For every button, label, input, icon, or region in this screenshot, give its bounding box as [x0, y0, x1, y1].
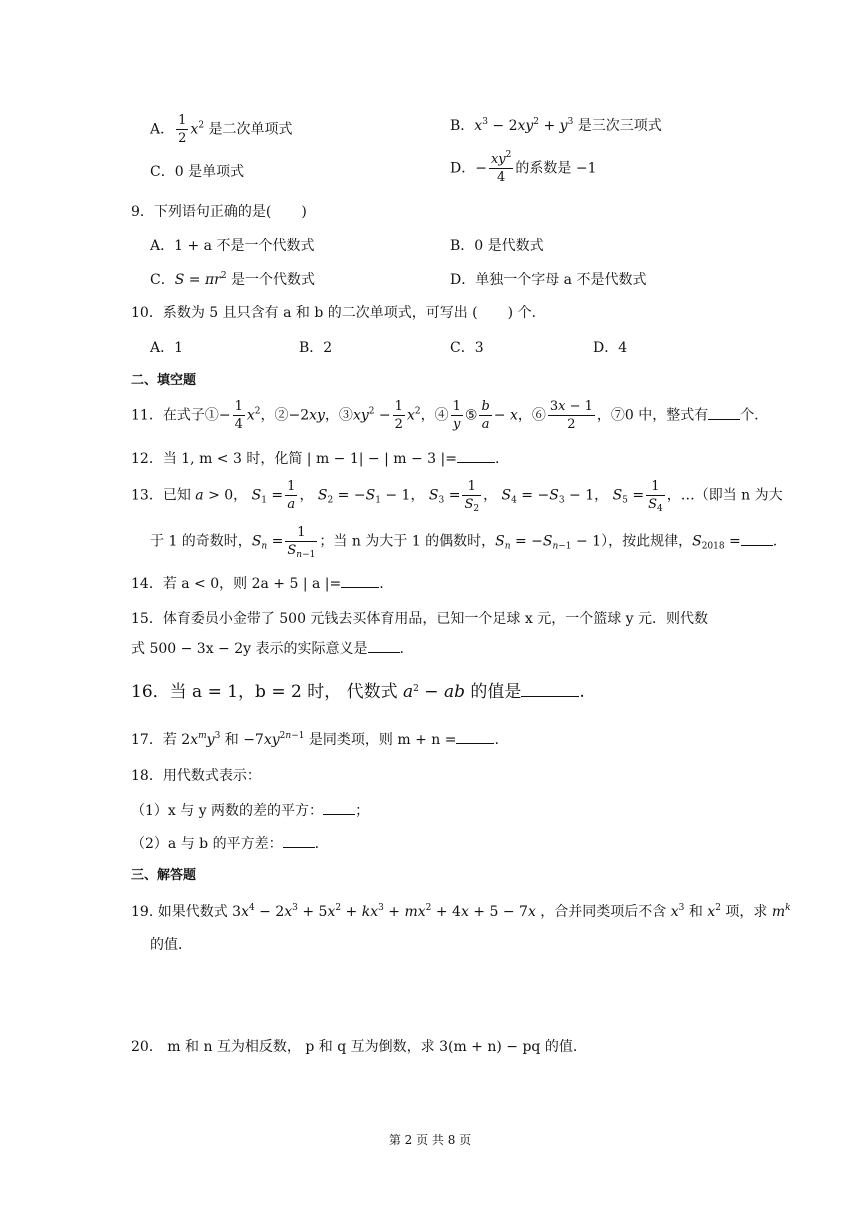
q14: 14．若 a < 0，则 2a + 5 | a |= .	[131, 576, 384, 592]
q15-line2: 式 500 − 3x − 2y 表示的实际意义是 .	[131, 641, 404, 657]
q15-line1: 15．体育委员小金带了 500 元钱去买体育用品，已知一个足球 x 元，一个篮球 y 元．则代数	[131, 611, 709, 627]
q9-option-c: C．$S = \pi r^2$ 是一个代数式	[150, 271, 316, 288]
q10-option-a: A．1	[150, 340, 184, 356]
section-heading-fill-in: 二、填空题	[131, 373, 197, 388]
q9-option-b: B．0 是代数式	[450, 238, 544, 254]
q17: 17．若 $2x^my^3$ 和 $-7xy^{2n-1}$ 是同类项，则 m + n = .	[131, 731, 499, 748]
q9-stem: 9．下列语句正确的是( )	[131, 204, 307, 220]
q8-option-d: D．− $\frac{xy^2}{4}$ 的系数是 −1	[450, 150, 597, 185]
q9-option-a: A．1 + a 不是一个代数式	[150, 238, 315, 254]
q13-line1: 13．已知 a > 0， $S_1$ = $\frac{1}{a}$ ， $S_2 = -S_1 - 1$， $S_3$ = $\frac{1}{S_2}$ ， $S_4 = -S_3 - 1$， $S_5$ = $\frac{1}{S_4}$ ，…（即当 n 为大	[131, 479, 783, 514]
q19-line2: 的值．	[150, 937, 192, 953]
q9-option-d: D．单独一个字母 a 不是代数式	[450, 272, 647, 288]
section-heading-answer: 三、解答题	[131, 868, 197, 883]
q12: 12．当 1, m < 3 时，化简 | m − 1| − | m − 3 |= .	[131, 451, 500, 467]
q18-sub1: （1）x 与 y 两数的差的平方： ；	[131, 803, 370, 819]
q18-sub2: （2）a 与 b 的平方差： .	[131, 836, 320, 852]
q19-line1: 19. 如果代数式 $3x^4 - 2x^3 + 5x^2 + kx^3 + mx^2 + 4x + 5 - 7x$ ，合并同类项后不含 $x^3$ 和 $x^2$ 项，求 $m^k$	[131, 903, 791, 920]
q13-line2: 于 1 的奇数时，$S_n$ = $\frac{1}{S_{n-1}}$ ；当 n 为大于 1 的偶数时，$S_n = -S_{n-1} - 1$），按此规律，$S_{2018}$ = .	[150, 525, 778, 560]
q10-option-c: C．3	[450, 340, 484, 356]
q20: 20． m 和 n 互为相反数， p 和 q 互为倒数，求 3(m + n) − pq 的值．	[131, 1039, 587, 1055]
page-footer: 第 2 页 共 8 页	[388, 1133, 472, 1147]
q8-option-c: C．0 是单项式	[150, 164, 245, 180]
q10-option-b: B．2	[299, 340, 333, 356]
q16: 16．当 a = 1，b = 2 时， 代数式 $a^2$ − ab 的值是 .	[131, 682, 585, 702]
q8-option-b: B．$x^3 - 2xy^2 + y^3$ 是三次三项式	[450, 117, 662, 134]
q11: 11．在式子①− $\frac{1}{4}$ $x^2$，②−2xy，$③xy^2$ − $\frac{1}{2}$ $x^2$，④ $\frac{1}{y}$ ⑤ $\frac{b}{a}$ − x，⑥ $\frac{3x - 1}{2}$ ，⑦0 中，整式有 个．	[131, 399, 769, 432]
q10-stem: 10．系数为 5 且只含有 a 和 b 的二次单项式，可写出 ( ) 个．	[131, 305, 546, 321]
q10-option-d: D．4	[593, 340, 628, 356]
q18-stem: 18．用代数式表示：	[131, 768, 261, 784]
q8-option-a: A． $\frac{1}{2}$ $x^2$ 是二次单项式	[150, 113, 293, 146]
